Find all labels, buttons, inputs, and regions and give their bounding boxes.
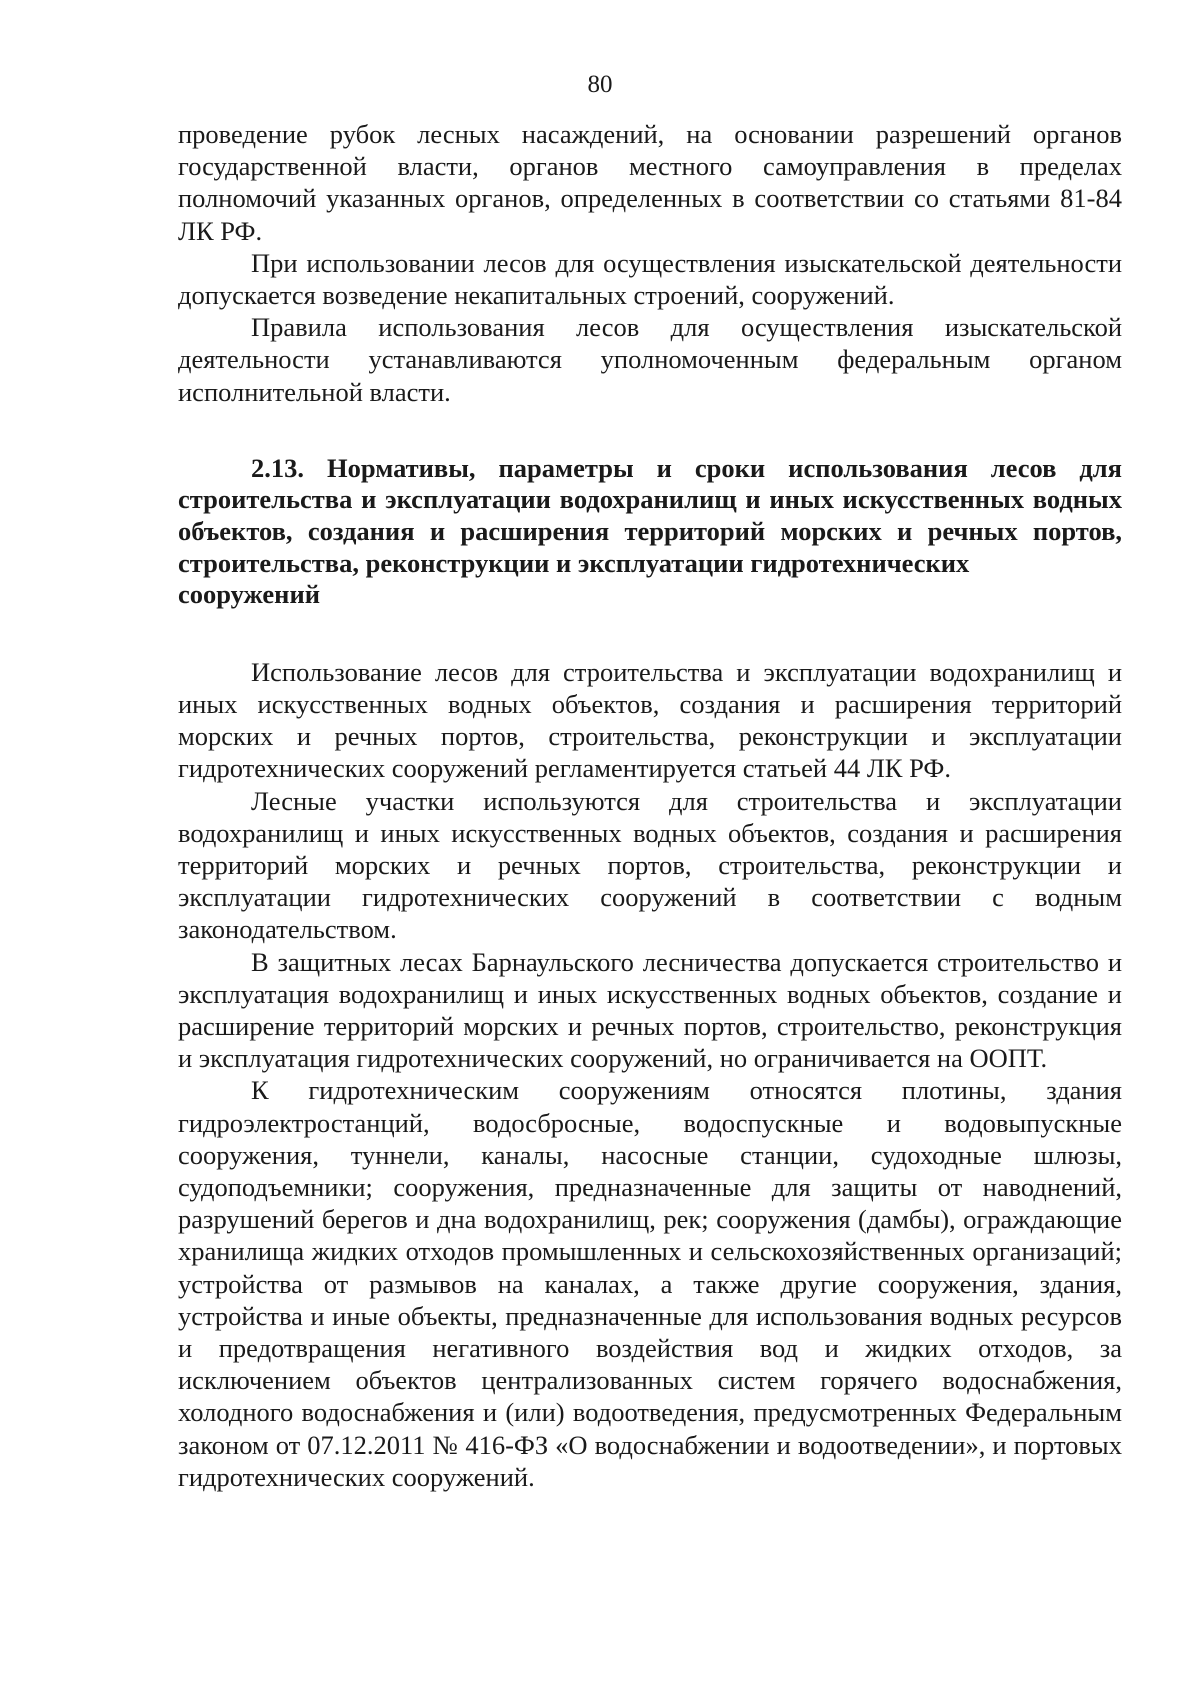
paragraph: К гидротехническим сооружениям относятся плотины, здания гидроэлектростанций, водосбросные, водоспускные и водовыпускные сооружения, туннели, каналы, насосные станции, судоходные шлюзы, судоподъемники; сооружения, предназначенные для защиты от наводнений, разрушений берегов и дна водохранилищ, рек; сооружения (дамбы), ограждающие хранилища жидких отходов промышленных и сельскохозяйственных организаций; устройства от размывов на каналах, а также другие сооружения, здания, устройства и иные объекты, предназначенные для использования водных ресурсов и предотвращения негативного воздействия вод и жидких отходов, за исключением объектов централизованных систем горячего водоснабжения, холодного водоснабжения и (или) водоотведения, предусмотренных Федеральным законом от 07.12.2011 № 416-ФЗ «О водоснабжении и водоотведении», и портовых гидротехнических сооружений. xyxy=(178,1075,1122,1492)
page-body xyxy=(178,118,1122,1493)
paragraph: Лесные участки используются для строительства и эксплуатации водохранилищ и иных искусственных водных объектов, создания и расширения территорий морских и речных портов, строительства, реконструкции и эксплуатации гидротехнических сооружений в соответствии с водным законодательством. xyxy=(178,785,1122,945)
paragraph: Правила использования лесов для осуществления изыскательской деятельности устанавливаются уполномоченным федеральным органом исполнительной власти. xyxy=(178,312,1122,407)
page-number: 80 xyxy=(587,71,613,98)
section-title: Нормативы, параметры и сроки использования лесов для строительства и эксплуатации водохранилищ и иных искусственных водных объектов, создания и расширения территорий морских и речных портов, строительства, реконструкции и эксплуатации гидротехнических xyxy=(178,452,1123,578)
paragraph: При использовании лесов для осуществления изыскательской деятельности допускается возведение некапитальных строений, сооружений. xyxy=(178,247,1122,311)
paragraph: В защитных лесах Барнаульского лесничества допускается строительство и эксплуатация водохранилищ и иных искусственных водных объектов, создание и расширение территорий морских и речных портов, строительство, реконструкция и эксплуатация гидротехнических сооружений, но ограничивается на ООПТ. xyxy=(178,946,1122,1074)
section-number: 2.13. xyxy=(251,452,304,483)
paragraph: Использование лесов для строительства и эксплуатации водохранилищ и иных искусственных водных объектов, создания и расширения территорий морских и речных портов, строительства, реконструкции и эксплуатации гидротехнических сооружений регламентируется статьей 44 ЛК РФ. xyxy=(178,656,1122,784)
paragraph-continuation: проведение рубок лесных насаждений, на основании разрешений органов государственной власти, органов местного самоуправления в пределах полномочий указанных органов, определенных в соответствии со статьями 81-84 ЛК РФ. xyxy=(178,119,1122,246)
section-heading xyxy=(178,453,1122,611)
section-title-end: сооружений xyxy=(178,579,320,610)
